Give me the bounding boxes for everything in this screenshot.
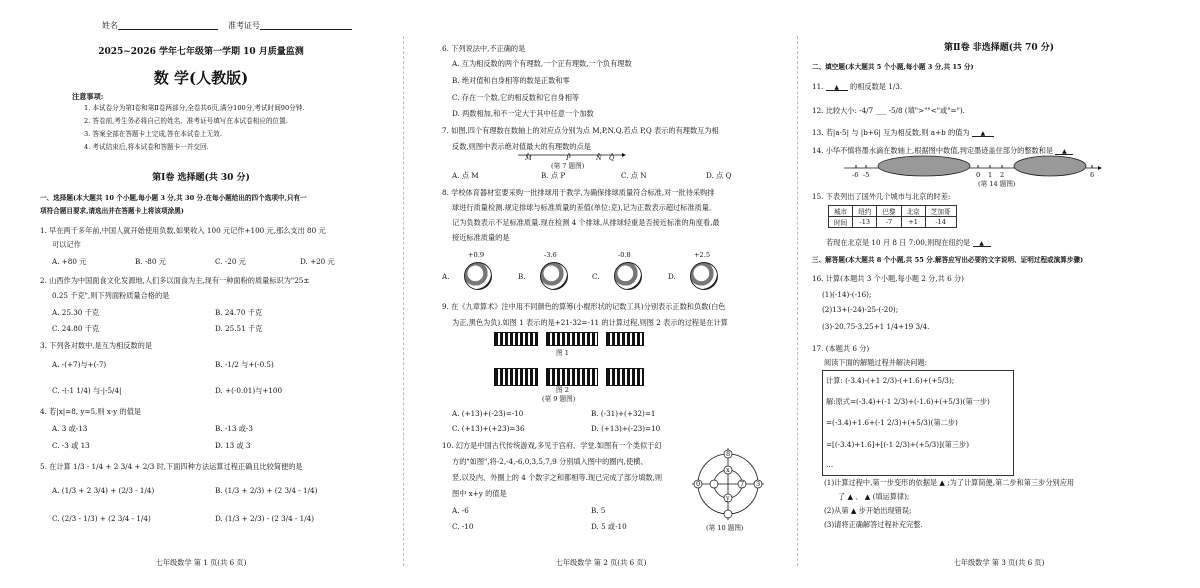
q5-stem: 5. 在计算 1/3 - 1/4 + 2 3/4 + 2/3 时,下面四种方法运算过程正确且比较简便的是: [40, 462, 303, 471]
q8-value-c: -0.8: [618, 251, 631, 259]
q16-stem: 16. 计算(本题共 3 个小题,每小题 2 分,共 6 分): [812, 274, 964, 283]
q10-number-y: y: [726, 494, 730, 502]
table-cell: -14: [925, 217, 956, 228]
part2-intro: 二、填空题(本大题共 5 个小题,每小题 3 分,共 15 分): [812, 63, 974, 71]
table-cell: -13: [853, 217, 877, 228]
q2-stem-2: 0.25 千克",则下列面粉质量合格的是: [52, 291, 170, 300]
q2-option-a: A. 25.30 千克: [52, 308, 99, 317]
q9-figure-caption: (第 9 题图): [542, 395, 576, 403]
q9-stem-1: 9. 在《九章算术》注中用不同颜色的算筹(小棍形状的记数工具)分别表示正数和负数(白色: [442, 302, 726, 311]
q17-subq-3: (3)请将正确解答过程补充完整.: [824, 520, 923, 529]
notice-item-4: 4. 考试结束后,将本试卷和答题卡一并交回.: [84, 143, 209, 151]
q10-number-left: 0: [696, 480, 701, 488]
table-row: [829, 206, 957, 217]
q16-item-3: (3)-20.75-3.25+1 1/4+19 3/4.: [822, 322, 930, 331]
column-divider: [403, 36, 404, 566]
part3-intro: 三、解答题(本大题共 8 个小题,共 55 分.解答应写出必要的文字说明、证明过程或演算步骤): [812, 256, 1084, 264]
q8-stem-1: 8. 学校体育器材室要采购一批排球用于教学,为确保排球质量符合标准,对一批待采购排: [442, 188, 715, 197]
q5-option-c: C. (2/3 - 1/3) + (2 3/4 - 1/4): [52, 514, 151, 523]
q4-option-c: C. -3 或 13: [52, 441, 90, 450]
q15-question: 若现在北京是 10 月 8 日 7:00,则现在纽约是 ▲: [826, 238, 991, 247]
table-cell: +1: [901, 217, 925, 228]
q9-rods-1b: [546, 332, 598, 346]
q8-option-b: B.: [518, 272, 526, 281]
q3-option-d: D. +(-0.01)与+100: [215, 386, 283, 395]
q5-option-d: D. (1/3 + 2/3) - (2 3/4 - 1/4): [215, 514, 315, 523]
q8-stem-2: 球进行质量检测.规定排球与标准质量的差值(单位:克),记为正数表示超过标准质量,: [452, 203, 712, 212]
q8-value-a: +0.9: [468, 251, 485, 259]
q2-option-b: B. 24.70 千克: [215, 308, 263, 317]
q1-stem-1: 1. 早在两千多年前,中国人就开始使用负数,如果收入 100 元记作+100 元,那么支出 80 元: [40, 226, 326, 235]
q17-line-3: =(-3.4)+1.6+(-1 2/3)+(+5/3)(第二步): [826, 418, 958, 427]
q4-option-d: D. 13 或 3: [215, 441, 251, 450]
q17-intro: 阅读下面的解题过程并解决问题:: [824, 358, 928, 367]
q3-option-c: C. -(-1 1/4) 与-|-5/4|: [52, 386, 122, 395]
q10-stem-2: 方的"如图",将-2,-4,-6,0,3,5,7,9 分别填入图中的圈内,使横、: [452, 457, 648, 466]
q8-stem-3: 记为负数表示不足标准质量.现在检测 4 个排球,从排球轻重是否接近标准的角度看,最: [452, 218, 720, 227]
q3-stem: 3. 下列各对数中,是互为相反数的是: [40, 341, 153, 350]
q14-tick-2: 2: [1000, 171, 1005, 179]
q14-tick-neg6: -6: [852, 171, 859, 179]
q13: 13. 若|a-5| 与 |b+6| 互为相反数,则 a+b 的值为 ▲: [812, 128, 994, 137]
table-cell: 时间: [829, 217, 853, 228]
q8-value-b: -3.6: [544, 251, 557, 259]
q9-figure-2-label: 图 2: [556, 386, 569, 394]
q1-option-a: A. +80 元: [52, 257, 87, 266]
q9-rods-1a: [494, 332, 538, 346]
q7-figure-caption: (第 7 题图): [551, 162, 585, 170]
q1-option-c: C. -20 元: [215, 257, 246, 266]
q8-stem-4: 接近标准质量的是: [452, 233, 510, 242]
q14-tick-1: 1: [988, 171, 993, 179]
q1-option-d: D. +20 元: [300, 257, 335, 266]
id-label: 准考证号: [228, 21, 352, 30]
q2-option-d: D. 25.51 千克: [215, 324, 263, 333]
q11: 11. ▲ 的相反数是 1/3.: [812, 82, 903, 91]
part1-intro-2: 项符合题目要求,请选出并在答题卡上将该项涂黑): [40, 207, 184, 215]
q17-stem: 17. (本题共 6 分): [812, 344, 870, 353]
page-3-footer: 七年级数学 第 3 页(共 6 页): [953, 558, 1045, 567]
q4-option-b: B. -13 或-3: [215, 424, 253, 433]
q6-option-c: C. 存在一个数,它的相反数和它自身相等: [452, 93, 580, 102]
volleyball-icon: [690, 262, 718, 290]
q9-rods-1c: [606, 332, 644, 346]
q7-option-b: B. 点 P: [541, 171, 566, 180]
volleyball-icon: [614, 262, 642, 290]
q14-figure-caption: (第 14 题图): [978, 180, 1016, 188]
q14-tick-neg5: -5: [863, 171, 870, 179]
q10-figure-caption: (第 10 题图): [706, 524, 744, 532]
q6-option-b: B. 绝对值和自身相等的数是正数和零: [452, 76, 570, 85]
table-cell: 北京: [901, 206, 925, 217]
q15-stem: 15. 下表列出了国外几个城市与北京的时差:: [812, 192, 951, 201]
q7-point-m: M: [525, 154, 532, 162]
q16-item-2: (2)13+(-24)-25-(-20);: [822, 305, 899, 314]
table-cell: 城市: [829, 206, 853, 217]
name-label: 姓名: [102, 21, 218, 30]
q1-stem-2: 可以记作: [52, 240, 81, 249]
q10-stem-1: 10. 幻方是中国古代传统游戏,多见于宫府、学堂.如图有一个类似于幻: [442, 441, 662, 450]
q10-stem-3: 竖,以及内、外圈上的 4 个数字之和都相等.现已完成了部分填数,则: [452, 473, 663, 482]
q7-option-c: C. 点 N: [621, 171, 647, 180]
q5-option-b: B. (1/3 + 2/3) + (2 3/4 - 1/4): [215, 486, 318, 495]
volleyball-icon: [464, 262, 492, 290]
q4-stem: 4. 若|x|=8, y=5,则 x-y 的值是: [40, 407, 142, 416]
q7-stem-1: 7. 如图,四个有理数在数轴上的对应点分别为点 M,P,N,Q,若点 P,Q 表示的有理数互为相: [442, 126, 719, 135]
q15-time-difference-table: [828, 205, 957, 228]
q9-option-c: C. (+13)+(+23)=36: [452, 424, 525, 433]
q10-option-a: A. -6: [452, 506, 469, 515]
q10-number-inner-right: 7: [740, 480, 745, 488]
subject-title: 数 学(人教版): [153, 69, 249, 87]
table-cell: -7: [877, 217, 901, 228]
q5-option-a: A. (1/3 + 2 3/4) + (2/3 - 1/4): [52, 486, 155, 495]
q14: 14. 小华不慎将墨水滴在数轴上,根据图中数值,判定墨迹盖住部分的整数和是 ▲: [812, 146, 1073, 155]
notice-title: 注意事项:: [72, 92, 104, 101]
q8-option-a: A.: [442, 272, 450, 281]
page-3: [798, 0, 1200, 588]
q7-option-a: A. 点 M: [452, 171, 479, 180]
q17-subq-2: (2)从第 ▲ 步开始出现错误;: [824, 506, 912, 515]
q9-option-b: B. (-31)+(+32)=1: [591, 409, 656, 418]
q9-rods-2b: [546, 368, 598, 386]
notice-item-1: 1. 本试卷分为第Ⅰ卷和第Ⅱ卷两部分,全卷共6页,满分100分,考试时间90分钟.: [84, 104, 305, 112]
q4-option-a: A. 3 或-13: [52, 424, 88, 433]
q3-option-a: A. -(+7)与+(-7): [52, 360, 107, 369]
table-cell: 芝加哥: [925, 206, 956, 217]
q6-option-d: D. 两数相加,和不一定大于其中任意一个加数: [452, 109, 594, 118]
q2-stem-1: 2. 山西作为中国面食文化发源地,人们多以面食为主,现有一种面粉的质量标识为"25±: [40, 276, 310, 285]
q17-line-4: =[(-3.4)+1.6]+[(-1 2/3)+(+5/3)](第三步): [826, 440, 970, 449]
q9-rods-2c: [606, 368, 644, 386]
q14-tick-6: 6: [1090, 171, 1095, 179]
q7-point-p: P: [566, 154, 571, 162]
q10-stem-4: 图中 x+y 的值是: [452, 489, 507, 498]
q9-stem-2: 为正,黑色为负).如图 1 表示的是+21-32=-11 的计算过程,则图 2 表示的过程是在计算: [452, 318, 728, 327]
q1-option-b: B. -80 元: [135, 257, 166, 266]
q8-value-d: +2.5: [694, 251, 711, 259]
q17-subq-1b: 了 ▲ 、 ▲ (填运算律);: [838, 492, 910, 501]
q10-option-b: B. 5: [591, 506, 606, 515]
page-1-footer: 七年级数学 第 1 页(共 6 页): [155, 558, 247, 567]
q17-subq-1: (1)计算过程中,第一步变形的依据是 ▲ ;为了计算简便,第二步和第三步分别应用: [824, 478, 1075, 487]
q10-option-d: D. 5 或-10: [591, 522, 627, 531]
part2-title: 第Ⅱ卷 非选择题(共 70 分): [943, 43, 1055, 53]
q16-item-1: (1)(-14)-(-16);: [822, 290, 872, 299]
q9-option-a: A. (+13)+(-23)=-10: [452, 409, 524, 418]
q7-point-n: N: [596, 154, 602, 162]
q7-option-d: D. 点 Q: [706, 171, 732, 180]
q2-option-c: C. 24.80 千克: [52, 324, 100, 333]
q10-number-top: 8: [726, 450, 731, 458]
q17-line-5: …: [826, 460, 834, 469]
table-row: [829, 217, 957, 228]
q6-stem: 6. 下列说法中,不正确的是: [442, 44, 526, 53]
notice-item-3: 3. 答案全部在答题卡上完成,答在本试卷上无效.: [84, 130, 222, 138]
part1-title: 第Ⅰ卷 选择题(共 30 分): [152, 173, 250, 183]
table-cell: 巴黎: [877, 206, 901, 217]
q8-option-c: C.: [592, 272, 600, 281]
q6-option-a: A. 互为相反数的两个有理数,一个正有理数,一个负有理数: [452, 59, 632, 68]
q17-line-2: 解:原式=(-3.4)+(-1 2/3)+(-1.6)+(+5/3)(第一步): [826, 397, 990, 406]
notice-item-2: 2. 答卷前,考生务必将自己的姓名、准考证号填写在本试卷相应的位置.: [84, 117, 288, 125]
q10-number-right: 3: [756, 480, 761, 488]
page-2: [406, 0, 796, 588]
q7-stem-2: 反数,则图中表示绝对值最大的有理数的点是: [452, 142, 591, 151]
q17-line-1: 计算: (-3.4)-(+1 2/3)-(+1.6)+(+5/3);: [826, 376, 955, 385]
q14-tick-0: 0: [976, 171, 981, 179]
part1-intro-1: 一、选择题(本大题共 10 个小题,每小题 3 分,共 30 分.在每小题给出的四个选项中,只有一: [40, 194, 307, 202]
q3-option-b: B. -1/2 与+(-0.5): [215, 360, 274, 369]
q7-point-q: Q: [609, 154, 615, 162]
q9-rods-2a: [494, 368, 538, 386]
q10-number-x: x: [726, 466, 730, 474]
page-2-footer: 七年级数学 第 2 页(共 6 页): [555, 558, 647, 567]
q12: 12. 比较大小: -4/7 ___ -5/8 (填">""<"或"=").: [812, 106, 965, 115]
q9-option-d: D. (+13)+(-23)=10: [591, 424, 661, 433]
table-cell: 纽约: [853, 206, 877, 217]
page-1: [0, 0, 402, 588]
exam-title: 2025~2026 学年七年级第一学期 10 月质量监测: [98, 47, 304, 57]
q9-figure-1-label: 图 1: [556, 349, 569, 357]
q14-ink-number-line: [842, 154, 1104, 178]
q10-option-c: C. -10: [452, 522, 474, 531]
volleyball-icon: [540, 262, 568, 290]
q8-option-d: D.: [668, 272, 676, 281]
